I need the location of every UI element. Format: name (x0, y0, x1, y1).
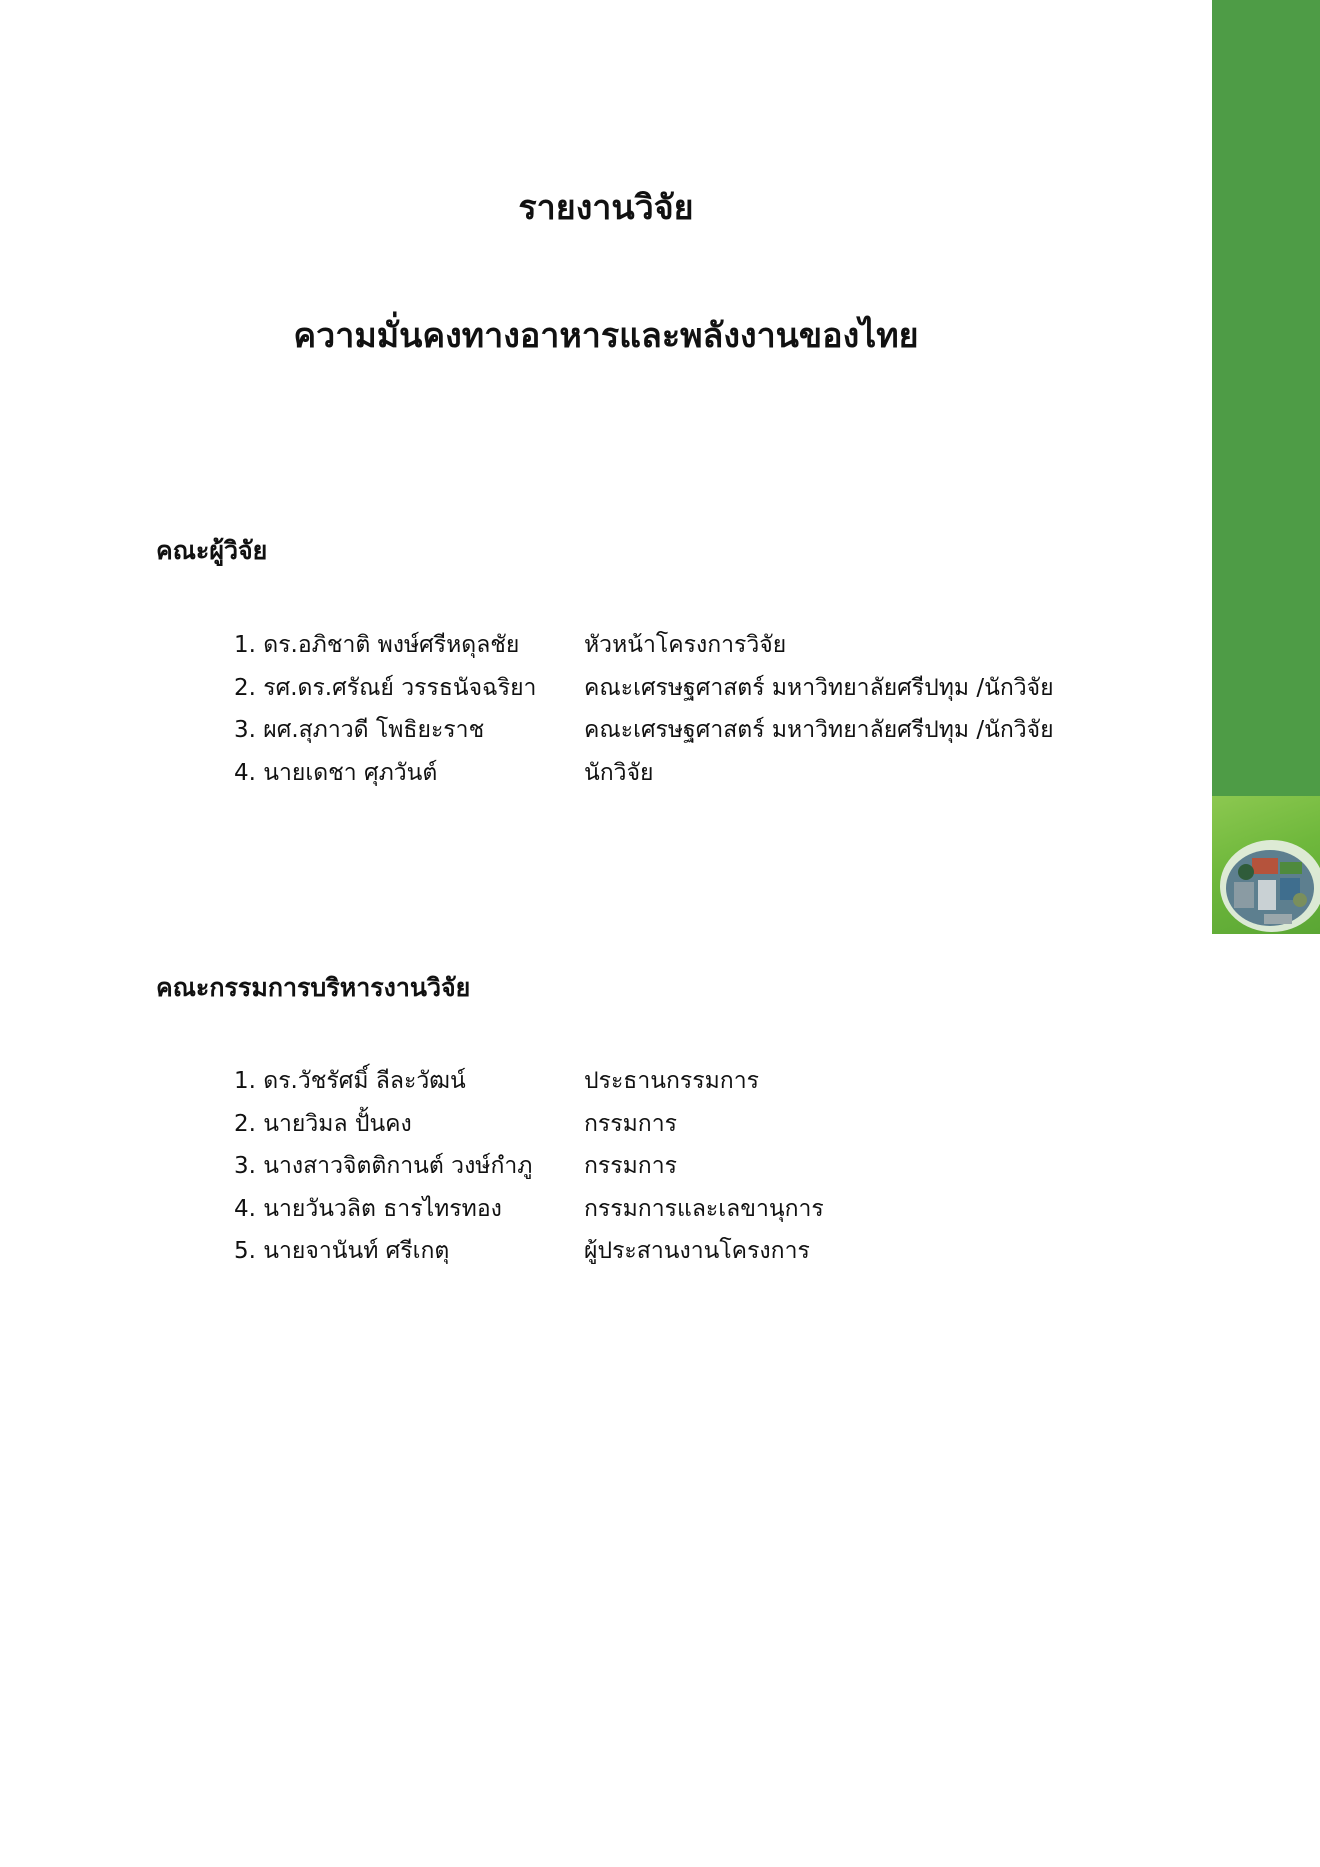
decorative-side-band (1212, 0, 1320, 796)
committee-member-name: 3. นางสาวจิตติกานต์ วงษ์กำภู (234, 1153, 533, 1179)
document-subtitle: ความมั่นคงทางอาหารและพลังงานของไทย (293, 316, 919, 356)
researcher-name: 4. นายเดชา ศุภวันต์ (234, 759, 438, 786)
document-title: รายงานวิจัย (518, 188, 694, 228)
researcher-name: 2. รศ.ดร.ศรัณย์ วรรธนัจฉริยา (234, 674, 537, 701)
committee-member-role: กรรมการและเลขานุการ (584, 1195, 824, 1222)
committee-member-role: ประธานกรรมการ (584, 1068, 759, 1094)
researcher-role: คณะเศรษฐศาสตร์ มหาวิทยาลัยศรีปทุม /นักวิจัย (584, 674, 1054, 701)
researcher-role: คณะเศรษฐศาสตร์ มหาวิทยาลัยศรีปทุม /นักวิจัย (584, 717, 1054, 743)
researcher-role: หัวหน้าโครงการวิจัย (584, 632, 787, 658)
committee-member-role: กรรมการ (584, 1153, 677, 1179)
committee-member-name: 4. นายวันวลิต ธารไทรทอง (234, 1195, 502, 1222)
researcher-name: 3. ผศ.สุภาวดี โพธิยะราช (234, 717, 485, 743)
committee-heading: คณะกรรมการบริหารงานวิจัย (156, 973, 471, 1002)
researcher-name: 1. ดร.อภิชาติ พงษ์ศรีหดุลชัย (234, 632, 520, 658)
committee-member-role: ผู้ประสานงานโครงการ (584, 1238, 810, 1264)
committee-member-name: 2. นายวิมล ปั้นคง (234, 1110, 412, 1137)
researchers-heading: คณะผู้วิจัย (156, 536, 268, 565)
committee-member-name: 1. ดร.วัชรัศมิ์ ลีละวัฒน์ (234, 1068, 466, 1094)
committee-member-role: กรรมการ (584, 1110, 677, 1137)
committee-member-name: 5. นายจานันท์ ศรีเกตุ (234, 1238, 450, 1264)
researcher-role: นักวิจัย (584, 759, 654, 786)
decorative-side-photo (1212, 796, 1320, 934)
